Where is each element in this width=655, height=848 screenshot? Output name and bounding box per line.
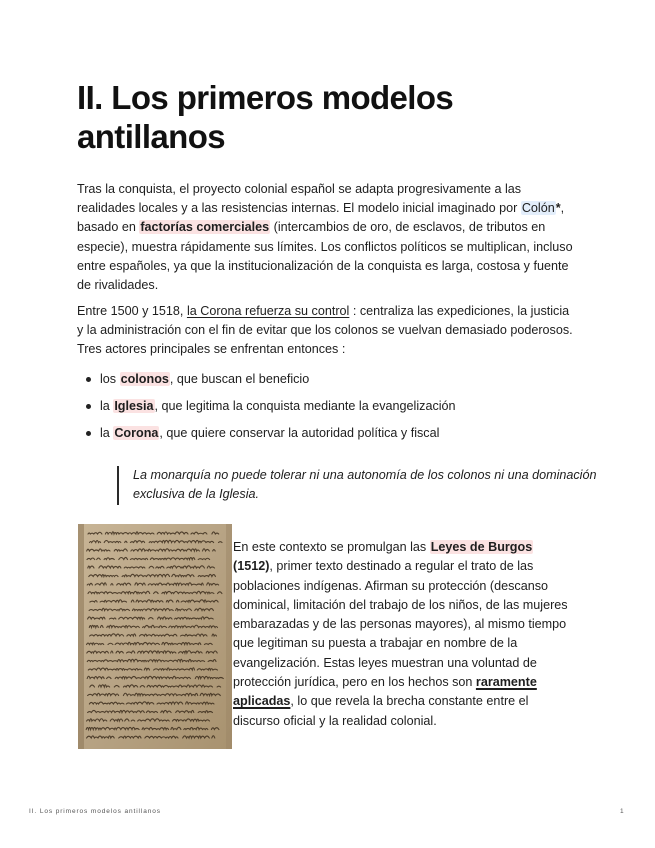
text-run: En este contexto se promulgan las (233, 540, 430, 554)
text-run: , basado en (77, 201, 565, 235)
leyes-year: (1512) (233, 559, 270, 574)
text-run: la (100, 426, 114, 440)
raramente-aplicadas-link[interactable]: raramente aplicadas (233, 675, 537, 709)
blockquote: La monarquía no puede tolerar ni una autonomía de los colonos ni una dominación exclusiva de la Iglesia. (117, 466, 603, 505)
text-run: , que legitima la conquista mediante la evangelización (154, 399, 456, 413)
asterisk-marker: * (555, 201, 561, 216)
paragraph-leyes (233, 538, 578, 731)
footer-title: II. Los primeros modelos antillanos (29, 808, 161, 815)
list-item (77, 366, 577, 393)
text-run: Tras la conquista, el proyecto colonial español se adapta progresivamente a las realidades locales y a las resistencias internas. El modelo inicial imaginado por (77, 182, 522, 216)
page-number: 1 (620, 808, 624, 815)
manuscript-image (78, 524, 232, 749)
paragraph-intro (77, 180, 577, 295)
text-run: , primer texto destinado a regular el trato de las poblaciones indígenas. Afirman su protección (descanso dominical, limitación del trabajo de los niños, de las mujeres embarazadas y de las personas mayores), al mismo tiempo que legitiman su puesta a trabajar en nombre de la evangelización. Estas leyes muestran una voluntad de protección jurídica, pero en los hechos son (233, 559, 568, 690)
page-title: II. Los primeros modelos antillanos (77, 79, 454, 155)
text-run: los (100, 372, 120, 386)
text-run: , que quiere conservar la autoridad política y fiscal (159, 426, 440, 440)
text-run: : centraliza las expediciones, la justicia y la administración con el fin de evitar que los colonos se vuelvan demasiado poderosos. Tres actores principales se enfrentan entonces : (77, 304, 573, 357)
text-run: , que buscan el beneficio (169, 372, 310, 386)
text-run: la (100, 399, 114, 413)
list-item (77, 420, 577, 447)
leyes-burgos-term: Leyes de Burgos (430, 540, 533, 554)
manuscript-drawing (78, 524, 232, 749)
text-run: (intercambios de oro, de esclavos, de tributos en especie), muestra rápidamente sus límites. Los conflictos políticos se multiplican, incluso entre españoles, ya que la institucionalización de la conquista es larga, costosa y fuente de rivalidades. (77, 220, 573, 293)
factorias-term: factorías comerciales (140, 220, 270, 235)
colon-link[interactable]: Colón (521, 201, 555, 216)
corona-control-link[interactable]: la Corona refuerza su control (186, 304, 350, 318)
paragraph-corona (77, 302, 577, 360)
text-run: , lo que revela la brecha constante entre el discurso oficial y la realidad colonial. (233, 694, 529, 728)
actor-term: Corona (114, 426, 159, 440)
actor-term: Iglesia (114, 399, 154, 413)
actor-term: colonos (120, 372, 169, 386)
list-item (77, 393, 577, 420)
text-run: Entre 1500 y 1518, (77, 304, 187, 318)
actors-list (77, 366, 577, 447)
